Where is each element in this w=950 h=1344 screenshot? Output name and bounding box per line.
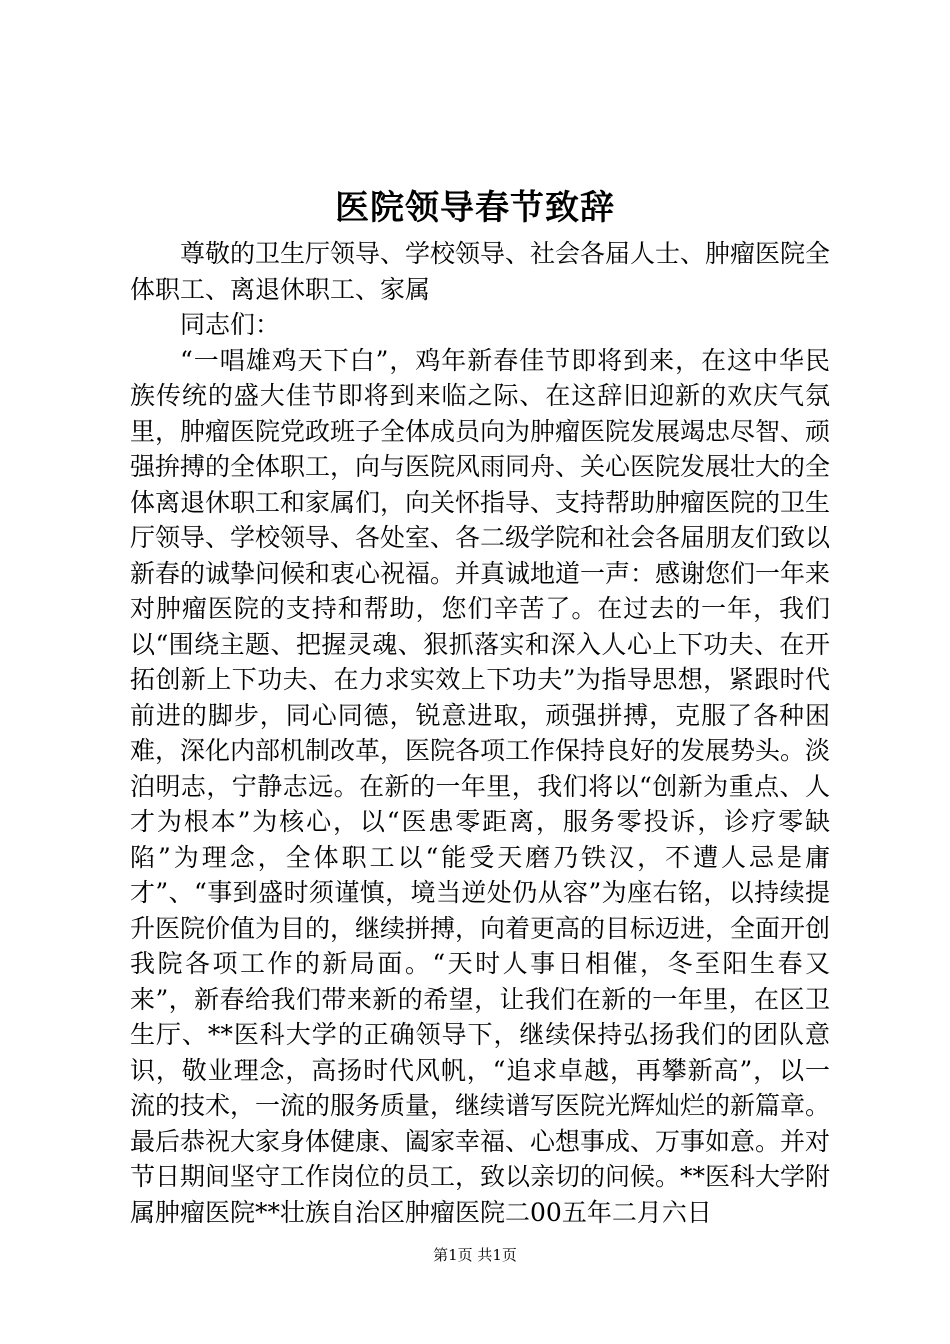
document-title: 医院领导春节致辞 [335,188,615,228]
page-footer: 第1页 共1页 [433,1246,517,1264]
greeting-paragraph: 同志们： [180,310,281,339]
salutation-paragraph: 尊敬的卫生厅领导、学校领导、社会各届人士、肿瘤医院全体职工、离退休职工、家属 [130,239,831,304]
document-body [130,236,830,1230]
main-paragraph: “一唱雄鸡天下白”，鸡年新春佳节即将到来，在这中华民族传统的盛大佳节即将到来临之际、在这辞旧迎新的欢庆气氛里，肿瘤医院党政班子全体成员向为肿瘤医院发展竭忠尽智、顽强拚搏的全体职工，向与医院风雨同舟、关心医院发展壮大的全体离退休职工和家属们，向关怀指导、支持帮助肿瘤医院的卫生厅领导、学校领导、各处室、各二级学院和社会各届朋友们致以新春的诚挚问候和衷心祝福。并真诚地道一声：感谢您们一年来对肿瘤医院的支持和帮助，您们辛苦了。在过去的一年，我们以“围绕主题、把握灵魂、狠抓落实和深入人心上下功夫、在开拓创新上下功夫、在力求实效上下功夫”为指导思想，紧跟时代前进的脚步，同心同德，锐意进取，顽强拼搏，克服了各种困难，深化内部机制改革，医院各项工作保持良好的发展势头。淡泊明志，宁静志远。在新的一年里，我们将以“创新为重点、人才为根本”为核心，以“医患零距离，服务零投诉，诊疗零缺陷”为理念，全体职工以“能受天磨乃铁汉，不遭人忌是庸才”、“事到盛时须谨慎，境当逆处仍从容”为座右铭，以持续提升医院价值为目的，继续拼搏，向着更高的目标迈进，全面开创我院各项工作的新局面。“天时人事日相催，冬至阳生春又来”，新春给我们带来新的希望，让我们在新的一年里，在区卫生厅、**医科大学的正确领导下，继续保持弘扬我们的团队意识，敬业理念，高扬时代风帆，“追求卓越，再攀新高”，以一流的技术，一流的服务质量，继续谱写医院光辉灿烂的新篇章。最后恭祝大家身体健康、阖家幸福、心想事成、万事如意。并对节日期间坚守工作岗位的员工，致以亲切的问候。**医科大学附属肿瘤医院**壮族自治区肿瘤医院二00五年二月六日 [130,345,831,1227]
